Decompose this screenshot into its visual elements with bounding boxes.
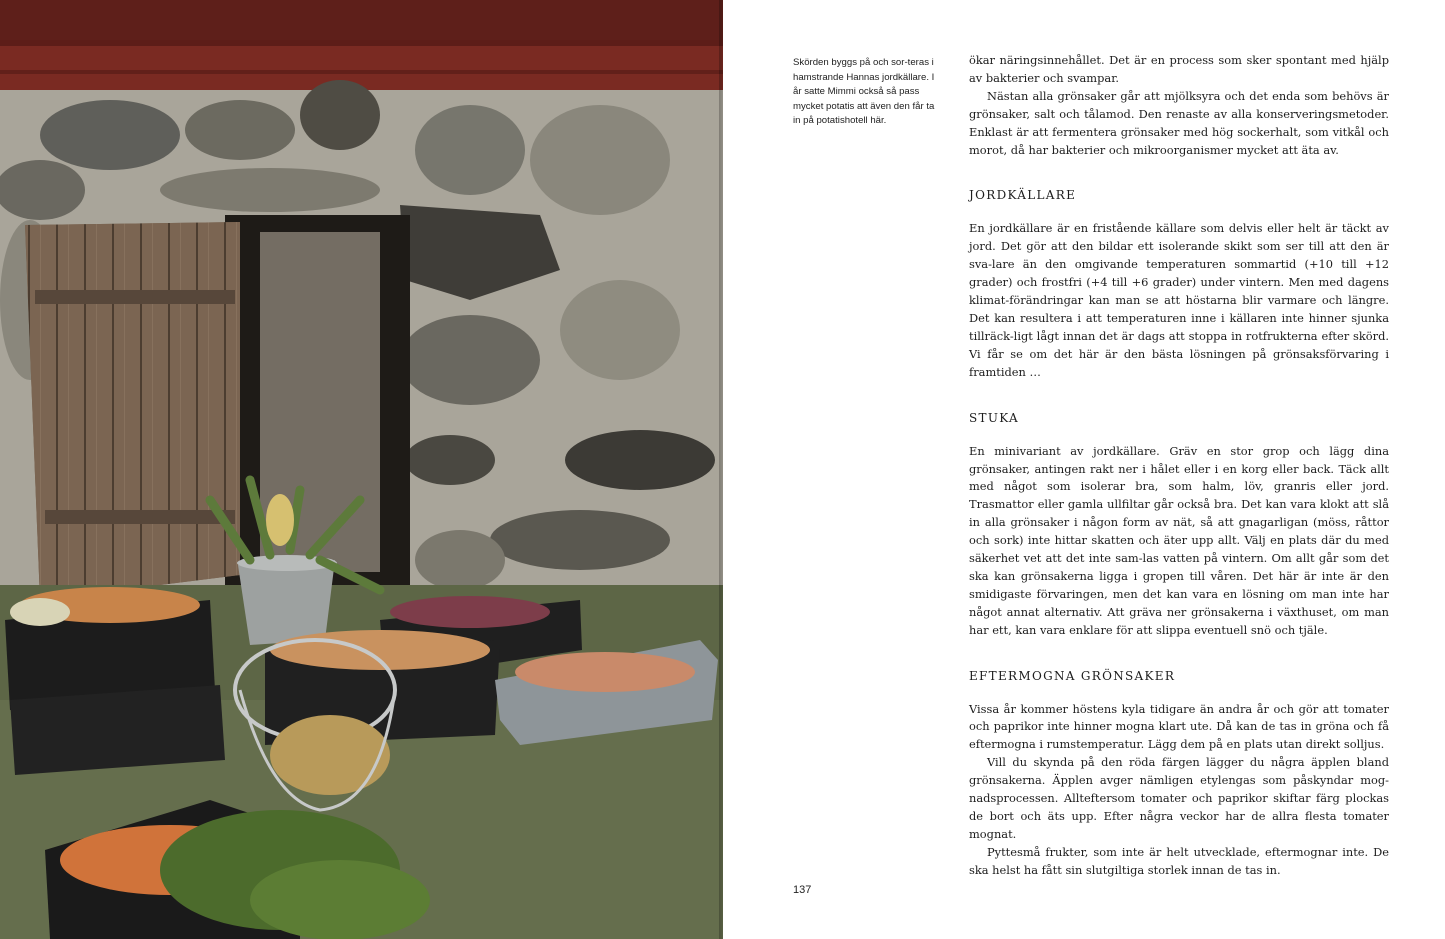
- section-paragraph: En minivariant av jordkällare. Gräv en stor grop och lägg dina grönsaker, antingen rakt ner i hålet eller i en korg eller back. Täck allt med något som isolerar bra, som halm, löv, granris eller jord. Trasmattor eller gamla ullfiltar går också bra. Det kan vara klokt att slå in alla grönsaker i någon form av nät, så att gnagarligan (möss, råttor och sork) inte hittar skatten och äter upp allt. Välj en plats där du med säkerhet vet att det inte sam-las vatten på vintern. Om allt går som det ska kan grönsakerna ligga i gropen till våren. Det här är inte är den smidigaste förvaringen, men det kan vara en lösning om man inte har något annat alternativ. Att gräva ner grönsakerna i växthuset, om man har ett, kan vara enklare för att slippa eventuell snö och tjäle.: [969, 443, 1389, 637]
- section-heading: JORDKÄLLARE: [969, 188, 1077, 203]
- section-paragraph: Vissa år kommer höstens kyla tidigare än andra år och gör att tomater och paprikor inte hinner mogna klart ute. Då kan de tas in gröna och få eftermogna i rumstemperatur. Lägg dem på en plats utan direkt solljus.: [969, 701, 1389, 752]
- intro-paragraph: Nästan alla grönsaker går att mjölksyra och det enda som behövs är grönsaker, salt och tålamod. Den renaste av alla konserveringsmetoder. Enklast är att fermentera grönsaker med hög sockerhalt, som vitkål och morot, då har bakterier och mikroorganismer mycket att äta av.: [969, 88, 1389, 157]
- section-heading: EFTERMOGNA GRÖNSAKER: [969, 668, 1176, 683]
- section-paragraph: Vill du skynda på den röda färgen lägger du några äpplen bland grönsakerna. Äpplen avger nämligen etylengas som påskyndar mog-nadsprocessen. Allteftersom tomater och paprikor skiftar färg plockas de bort och äts upp. Efter några veckor har de allra flesta tomater mognat.: [969, 755, 1389, 841]
- page-number: 137: [793, 884, 812, 896]
- body-text: [969, 52, 1389, 880]
- photo-caption: Skörden byggs på och sor-teras i hamstrande Hannas jordkällare. I år satte Mimmi också så pass mycket potatis att även den får ta in på potatishotell här.: [793, 57, 935, 127]
- text-page: [723, 0, 1445, 939]
- section-paragraph: En jordkällare är en fristående källare som delvis eller helt är täckt av jord. Det gör att den bildar ett isolerande skikt som ser till att den är sva-lare än den omgivande temperaturen sommartid (+10 till +12 grader) och frostfri (+4 till +6 grader) under vintern. Men med dagens klimat-förändringar kan man se att höstarna blir varmare och längre. Det kan resultera i att temperaturen inne i källaren inte hinner sjunka tillräck-ligt lågt innan det är dags att stoppa in rotfrukterna efter skörd. Vi får se om det här är den bästa lösningen på grönsaksförvaring i framtiden …: [969, 221, 1389, 379]
- section-heading: STUKA: [969, 410, 1019, 425]
- intro-paragraph: ökar näringsinnehållet. Det är en process som sker spontant med hjälp av bakterier och svampar.: [969, 53, 1389, 85]
- section-paragraph: Pyttesmå frukter, som inte är helt utvecklade, eftermognar inte. De ska helst ha fått sin slutgiltiga storlek innan de tas in.: [969, 844, 1389, 877]
